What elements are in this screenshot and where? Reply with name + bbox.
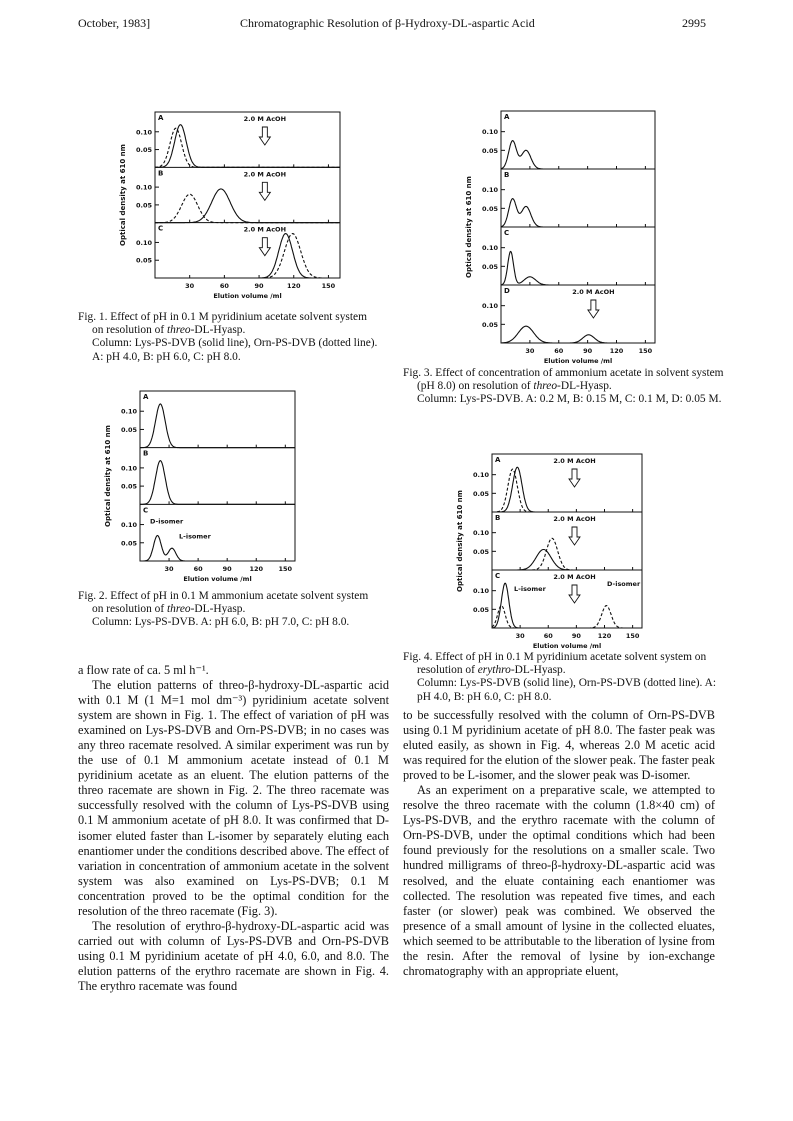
caption-italic: erythro — [477, 664, 511, 677]
x-axis-label: Elution volume /ml — [213, 292, 282, 300]
acetic-acid-label: 2.0 M AcOH — [553, 573, 596, 581]
y-tick-label: 0.05 — [472, 547, 489, 556]
page-number: 2995 — [682, 16, 706, 30]
down-arrow-icon — [569, 527, 580, 545]
x-tick-label: 120 — [286, 282, 301, 290]
down-arrow-icon — [259, 182, 270, 200]
running-header-left: October, 1983] — [78, 16, 151, 30]
caption-title: Fig. 1. Effect of pH in 0.1 M pyridinium acetate solvent system on resolution of — [78, 311, 367, 337]
y-tick-label: 0.10 — [481, 302, 498, 311]
lys-series-line — [501, 251, 655, 285]
y-tick-label: 0.05 — [472, 489, 489, 498]
y-tick-label: 0.05 — [481, 320, 498, 329]
y-tick-label: 0.05 — [135, 201, 152, 210]
lys-series-line — [501, 326, 655, 343]
x-tick-label: 120 — [249, 565, 264, 573]
lys-series-line — [492, 550, 642, 571]
x-axis-label: Elution volume /ml — [532, 642, 602, 650]
y-tick-label: 0.05 — [472, 605, 489, 614]
paragraph: a flow rate of ca. 5 ml h⁻¹. — [78, 663, 209, 677]
y-tick-label: 0.10 — [472, 529, 489, 538]
figure-4-chart — [442, 452, 702, 652]
y-tick-label: 0.10 — [481, 244, 498, 253]
figure-3-chart — [455, 108, 715, 368]
figure-3-caption — [403, 367, 725, 407]
caption-title-end: -DL-Hyasp. — [510, 664, 566, 677]
x-tick-label: 150 — [625, 632, 640, 640]
x-tick-label: 90 — [222, 565, 232, 573]
caption-title: Fig. 4. Effect of pH in 0.1 M pyridinium acetate solvent system on resolution of — [403, 651, 707, 677]
panel-label: C — [495, 572, 501, 580]
y-tick-label: 0.10 — [135, 183, 152, 192]
orn-series-line — [492, 538, 642, 570]
x-tick-label: 30 — [185, 282, 195, 290]
y-tick-label: 0.05 — [481, 204, 498, 213]
down-arrow-icon — [569, 469, 580, 487]
y-tick-label: 0.05 — [120, 482, 137, 491]
lys-series-line — [155, 189, 340, 223]
x-tick-label: 90 — [571, 632, 581, 640]
caption-italic: threo — [166, 324, 191, 337]
y-tick-label: 0.10 — [120, 521, 137, 530]
paragraph: to be successfully resolved with the column of Orn-PS-DVB using 0.1 M pyridinium acetate of pH 8.0. The faster peak was eluted easily, as shown in Fig. 4, whereas 2.0 M acetic acid was required for the elution of the slower peak. The faster peak proved to be L-isomer, and the slower peak was D-isomer. — [403, 708, 715, 783]
acetic-acid-label: 2.0 M AcOH — [243, 225, 287, 234]
x-tick-label: 120 — [609, 347, 624, 355]
y-tick-label: 0.10 — [135, 238, 152, 247]
panel-label: A — [495, 456, 501, 464]
lys-series-line — [140, 404, 295, 448]
x-tick-label: 150 — [278, 565, 293, 573]
y-tick-label: 0.05 — [481, 146, 498, 155]
x-tick-label: 120 — [597, 632, 612, 640]
caption-title-end: -DL-Hyasp. — [190, 324, 246, 337]
chart-frame — [492, 454, 642, 628]
y-axis-label: Optical density at 610 nm — [104, 425, 112, 527]
x-tick-label: 90 — [583, 347, 593, 355]
panel-label: A — [504, 113, 510, 121]
lys-series-line — [501, 141, 655, 169]
chart-frame — [155, 112, 340, 278]
body-right-column — [403, 708, 715, 979]
panel-label: B — [158, 169, 164, 178]
y-tick-label: 0.10 — [481, 128, 498, 137]
x-tick-label: 60 — [543, 632, 553, 640]
caption-italic: threo — [533, 380, 558, 393]
x-axis-label: Elution volume /ml — [183, 575, 252, 583]
x-tick-label: 60 — [554, 347, 564, 355]
x-tick-label: 60 — [219, 282, 229, 290]
paragraph: The elution patterns of threo-β-hydroxy-DL-aspartic acid with 0.1 M (1 M=1 mol dm⁻³) pyridinium acetate solvent system are shown in Fig. 1. The effect of variation of pH was examined on Lys-PS-DVB and Orn-PS-DVB; in no cases was any threo racemate resolved. A similar experiment was run by the use of 0.1 M ammonium acetate instead of 0.1 M pyridinium acetate as an eluent. The elution patterns of the threo racemate are shown in Fig. 2. The threo racemate was successfully resolved with the column of Lys-PS-DVB using 0.1 M ammonium acetate of pH 8.0. It was confirmed that D-isomer eluted faster than L-isomer by separately eluting each enantiomer under the conditions described above. The effect of variation in concentration of ammonium acetate in the solvent system was also examined on Lys-PS-DVB; 0.1 M concentration proved to be the optimal condition for the resolution of the threo racemate (Fig. 3). — [78, 678, 389, 918]
down-arrow-icon — [259, 127, 270, 145]
x-tick-label: 60 — [193, 565, 203, 573]
y-tick-label: 0.05 — [120, 539, 137, 548]
y-axis-label: Optical density at 610 nm — [465, 176, 473, 278]
figure-4-caption — [403, 651, 725, 704]
y-tick-label: 0.10 — [135, 128, 152, 137]
panel-label: A — [143, 393, 149, 401]
y-tick-label: 0.10 — [120, 464, 137, 473]
l-isomer-label: L-isomer — [179, 532, 211, 541]
caption-detail: Column: Lys-PS-DVB. A: 0.2 M, B: 0.15 M, C: 0.1 M, D: 0.05 M. — [417, 393, 722, 406]
caption-detail: Column: Lys-PS-DVB. A: pH 6.0, B: pH 7.0, C: pH 8.0. — [92, 616, 350, 629]
figure-2-caption — [78, 590, 378, 630]
x-axis-label: Elution volume /ml — [543, 357, 613, 365]
caption-detail: Column: Lys-PS-DVB (solid line), Orn-PS-DVB (dotted line). A: pH 4.0, B: pH 6.0, C: pH 8.0. — [92, 337, 378, 363]
x-tick-label: 150 — [321, 282, 336, 290]
lys-series-line — [155, 234, 340, 278]
figure-2-chart — [95, 388, 385, 588]
figure-1-caption — [78, 311, 378, 364]
acetic-acid-label: 2.0 M AcOH — [243, 170, 287, 179]
y-tick-label: 0.05 — [481, 262, 498, 271]
acetic-acid-label: 2.0 M AcOH — [243, 115, 287, 123]
panel-label: B — [143, 449, 149, 458]
orn-series-line — [492, 606, 642, 628]
figure-1-chart — [40, 105, 360, 315]
y-axis-label: Optical density at 610 nm — [456, 490, 464, 592]
down-arrow-icon — [259, 238, 270, 256]
caption-title: Fig. 3. Effect of concentration of ammonium acetate in solvent system (pH 8.0) on resolution of — [403, 367, 724, 393]
x-tick-label: 30 — [525, 347, 535, 355]
acetic-acid-label: 2.0 M AcOH — [553, 457, 596, 465]
orn-series-line — [155, 194, 340, 223]
d-isomer-label: D-isomer — [607, 580, 641, 588]
chart-frame — [140, 391, 295, 561]
panel-label: B — [495, 514, 501, 522]
l-isomer-label: L-isomer — [514, 585, 546, 593]
panel-label: B — [504, 171, 510, 179]
caption-italic: threo — [166, 603, 191, 616]
y-tick-label: 0.10 — [472, 471, 489, 480]
y-tick-label: 0.10 — [472, 587, 489, 596]
paragraph: The resolution of erythro-β-hydroxy-DL-aspartic acid was carried out with column of Lys-PS-DVB and Orn-PS-DVB using 0.1 M pyridinium acetate of pH 4.0, 6.0, and 8.0. The elution patterns of the erythro racemate are shown in Fig. 4. The erythro racemate was found — [78, 918, 389, 993]
y-tick-label: 0.05 — [135, 146, 152, 155]
x-tick-label: 90 — [254, 282, 264, 290]
x-tick-label: 150 — [638, 347, 653, 355]
lys-series-line — [140, 536, 295, 562]
orn-series-line — [155, 128, 340, 167]
paragraph: As an experiment on a preparative scale, we attempted to resolve the threo racemate with the column (1.8×40 cm) of Lys-PS-DVB, and the erythro racemate with the column of Orn-PS-DVB, under the optimal conditions which had been found previously for the resolutions on a smaller scale. Two hundred milligrams of threo-β-hydroxy-DL-aspartic acid was resolved, and the eluate containing each enantiomer was collected. The resolution was repeated five times, and each faster (or slower) peak was combined. We observed the presence of a small amount of lysine in the collected eluates, which seemed to be attributable to the liberation of lysine from the resin. After the removal of lysine by ion-exchange chromatography with an appropriate eluent, — [403, 783, 715, 978]
x-tick-label: 30 — [164, 565, 174, 573]
caption-title-end: -DL-Hyasp. — [190, 603, 246, 616]
lys-series-line — [501, 199, 655, 227]
caption-detail: Column: Lys-PS-DVB (solid line), Orn-PS-DVB (dotted line). A: pH 4.0, B: pH 6.0, C: pH 8.0. — [417, 677, 717, 703]
down-arrow-icon — [569, 585, 580, 603]
d-isomer-label: D-isomer — [150, 517, 184, 526]
y-axis-label: Optical density at 610 nm — [119, 144, 127, 246]
panel-label: C — [143, 506, 149, 515]
panel-label: C — [158, 224, 164, 233]
body-left-column — [78, 663, 389, 994]
y-tick-label: 0.10 — [481, 186, 498, 195]
acetic-acid-label: 2.0 M AcOH — [553, 515, 596, 523]
y-tick-label: 0.05 — [120, 425, 137, 434]
panel-label: D — [504, 287, 510, 295]
y-tick-label: 0.05 — [135, 256, 152, 265]
lys-series-line — [140, 461, 295, 505]
caption-title: Fig. 2. Effect of pH in 0.1 M ammonium acetate solvent system on resolution of — [78, 590, 369, 616]
panel-label: C — [504, 229, 510, 237]
x-tick-label: 30 — [515, 632, 525, 640]
down-arrow-icon — [588, 300, 599, 318]
panel-label: A — [158, 114, 164, 122]
running-header-title: Chromatographic Resolution of β-Hydroxy-DL-aspartic Acid — [240, 16, 535, 30]
orn-series-line — [155, 234, 340, 278]
caption-title-end: -DL-Hyasp. — [557, 380, 612, 393]
y-tick-label: 0.10 — [120, 407, 137, 416]
acetic-acid-label: 2.0 M AcOH — [572, 288, 615, 296]
